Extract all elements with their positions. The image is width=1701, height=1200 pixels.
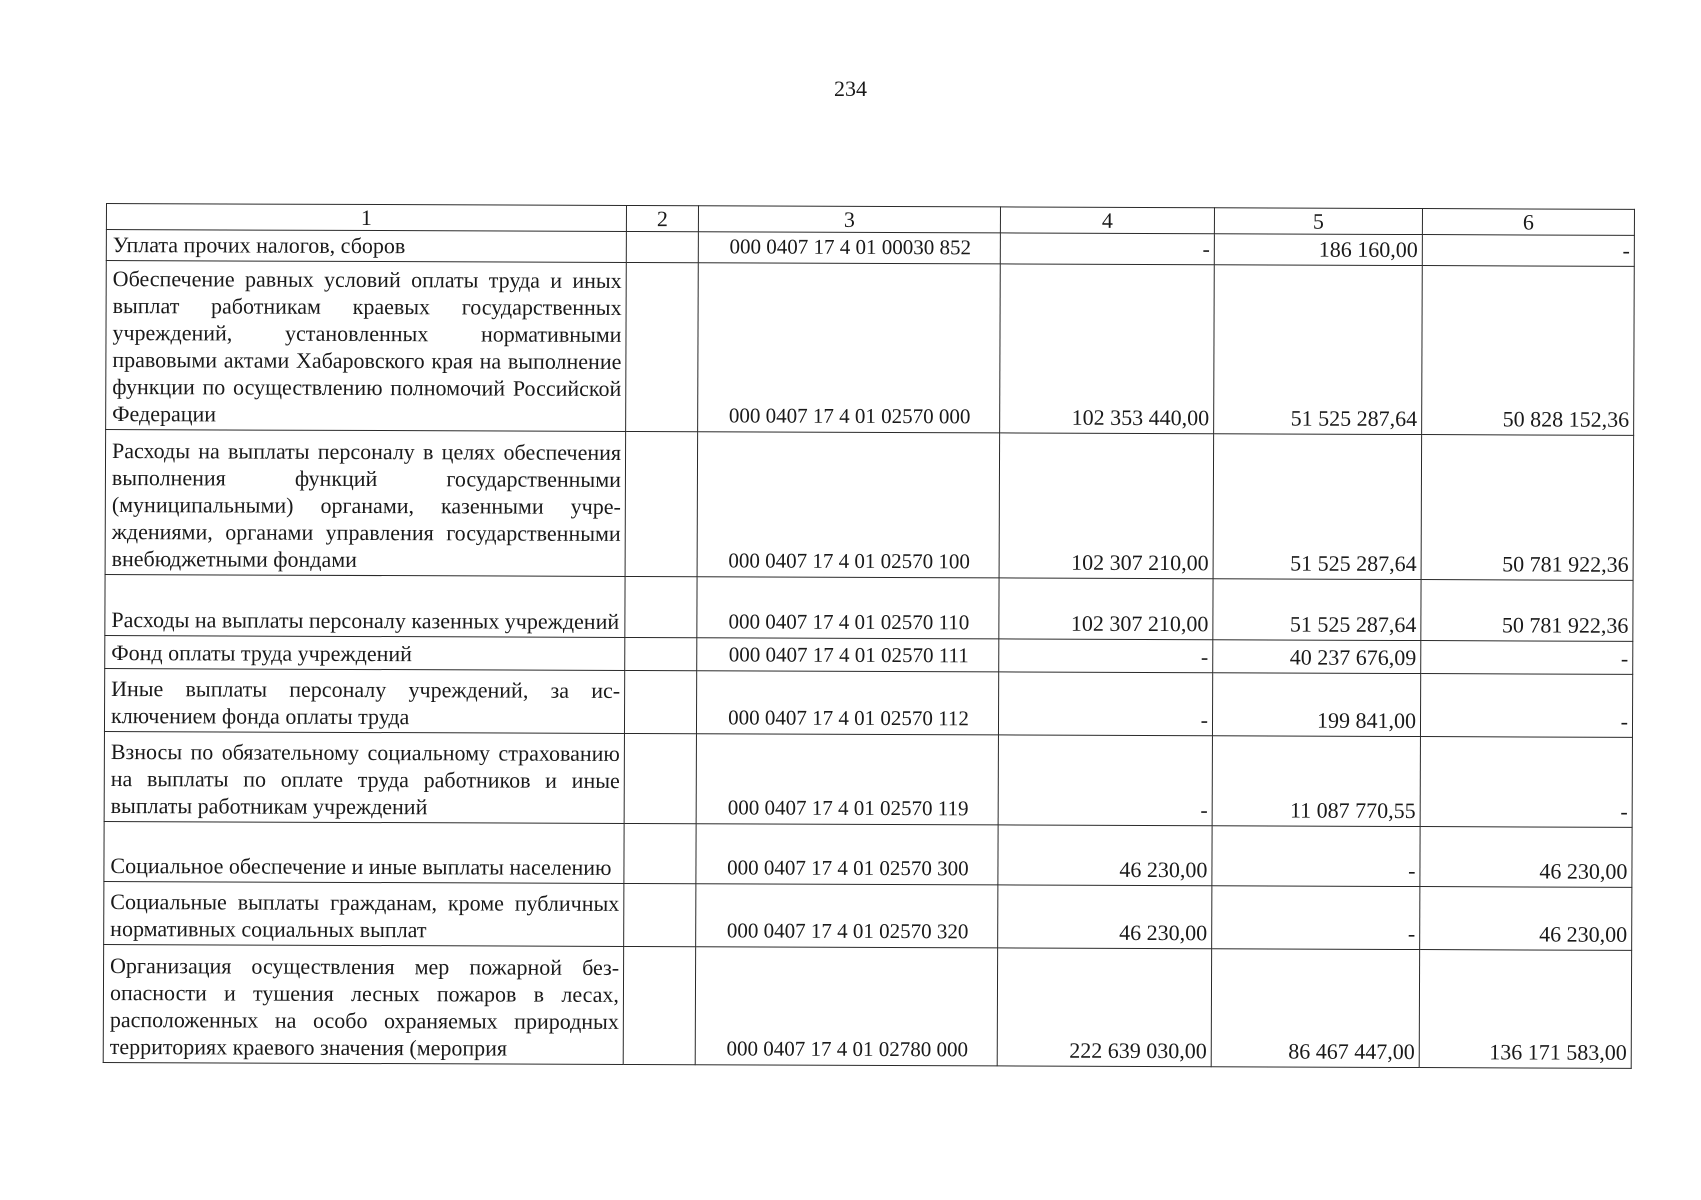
row-value-col6: -: [1421, 641, 1633, 675]
row-value-col4: -: [1000, 233, 1214, 265]
row-value-col4: 102 307 210,00: [999, 433, 1214, 579]
row-value-col4: -: [998, 672, 1212, 736]
row-description: Обеспечение равных условий оплаты труда и иных выплат работникам краевых государственных учреждений, установленных нормативными правовыми актами Хабаровского края на выполнение функции по осуществлению полномочий Российской Федерации: [106, 261, 627, 432]
row-budget-code: 000 0407 17 4 01 02570 100: [697, 432, 1000, 578]
row-line-code: [624, 823, 696, 883]
row-value-col5: 186 160,00: [1214, 234, 1422, 266]
row-value-col5: 51 525 287,64: [1213, 579, 1421, 641]
row-budget-code: 000 0407 17 4 01 02570 110: [697, 577, 999, 639]
row-budget-code: 000 0407 17 4 01 02570 300: [696, 824, 998, 885]
page-number: 234: [834, 76, 867, 101]
row-value-col6: 50 828 152,36: [1422, 266, 1635, 436]
row-value-col6: -: [1420, 737, 1632, 828]
row-description: Организация осуществления мер пожарной безопасности и тушения лесных пожаров в лесах, расположенных на особо охраняемых природных территориях краевого значения (мероприя: [103, 944, 623, 1064]
row-line-code: [624, 883, 696, 946]
table-row: [103, 944, 1631, 1068]
row-value-col4: 222 639 030,00: [997, 948, 1211, 1067]
row-description: Социальное обеспечение и иные выплаты населению: [104, 821, 624, 883]
table-row: [104, 821, 1632, 887]
row-value-col5: 86 467 447,00: [1211, 949, 1419, 1068]
row-value-col4: 102 307 210,00: [999, 578, 1213, 640]
table-row: [104, 731, 1632, 827]
report-table: [103, 203, 1635, 1069]
row-description: Расходы на выплаты персоналу в целях обеспечения выполнения функций государственными (муниципальными) органами, казенными учреждениями, органами управления государственными внебюджетными фондами: [105, 430, 626, 577]
row-value-col4: 46 230,00: [998, 885, 1212, 949]
row-line-code: [625, 637, 697, 670]
row-value-col5: -: [1212, 826, 1420, 887]
column-number: 3: [698, 206, 1000, 233]
table-row: [106, 261, 1635, 436]
column-number: 4: [1000, 207, 1214, 234]
row-value-col5: 199 841,00: [1212, 673, 1420, 737]
row-value-col4: 102 353 440,00: [1000, 264, 1215, 434]
row-description: Иные выплаты персоналу учреждений, за исключением фонда оплаты труда: [104, 668, 624, 733]
column-number: 6: [1422, 209, 1634, 236]
row-value-col6: 46 230,00: [1420, 887, 1632, 951]
row-value-col6: -: [1422, 235, 1634, 267]
row-value-col5: -: [1212, 886, 1420, 950]
column-number: 2: [626, 205, 698, 231]
row-value-col4: -: [999, 639, 1213, 673]
row-description: Социальные выплаты гражданам, кроме публичных нормативных социальных выплат: [104, 881, 624, 946]
column-number: 5: [1214, 208, 1422, 235]
row-line-code: [625, 576, 697, 637]
row-value-col4: -: [998, 735, 1212, 826]
row-value-col6: 50 781 922,36: [1421, 580, 1633, 642]
row-line-code: [625, 431, 698, 576]
row-budget-code: 000 0407 17 4 01 02570 320: [696, 884, 998, 948]
row-value-col5: 11 087 770,55: [1212, 736, 1420, 827]
table-row: [105, 430, 1634, 581]
row-budget-code: 000 0407 17 4 01 02780 000: [695, 947, 997, 1066]
row-line-code: [626, 262, 699, 431]
row-value-col6: 50 781 922,36: [1421, 435, 1634, 581]
table-row: [104, 881, 1632, 950]
row-value-col6: 136 171 583,00: [1419, 950, 1631, 1069]
row-description: Уплата прочих налогов, сборов: [106, 230, 626, 263]
row-value-col4: 46 230,00: [998, 825, 1212, 886]
row-value-col6: -: [1420, 674, 1632, 738]
row-value-col5: 40 237 676,09: [1213, 640, 1421, 674]
report-table-container: [103, 203, 1634, 1069]
row-budget-code: 000 0407 17 4 01 00030 852: [698, 232, 1000, 264]
table-row: [104, 668, 1632, 737]
row-line-code: [624, 670, 696, 733]
row-budget-code: 000 0407 17 4 01 02570 119: [696, 734, 998, 825]
table-row: [105, 574, 1633, 641]
row-value-col6: 46 230,00: [1420, 827, 1632, 888]
column-number: 1: [106, 204, 626, 232]
row-value-col5: 51 525 287,64: [1214, 265, 1423, 435]
row-description: Фонд оплаты труда учреждений: [105, 635, 625, 670]
row-description: Расходы на выплаты персоналу казенных учреждений: [105, 574, 625, 637]
row-line-code: [626, 231, 698, 262]
row-line-code: [624, 733, 696, 823]
row-budget-code: 000 0407 17 4 01 02570 000: [698, 263, 1001, 433]
row-value-col5: 51 525 287,64: [1213, 434, 1422, 580]
row-budget-code: 000 0407 17 4 01 02570 112: [696, 671, 998, 735]
row-description: Взносы по обязательному социальному страхованию на выплаты по оплате труда работников и иные выплаты работникам учреждений: [104, 731, 624, 823]
row-line-code: [623, 946, 695, 1064]
row-budget-code: 000 0407 17 4 01 02570 111: [697, 638, 999, 672]
